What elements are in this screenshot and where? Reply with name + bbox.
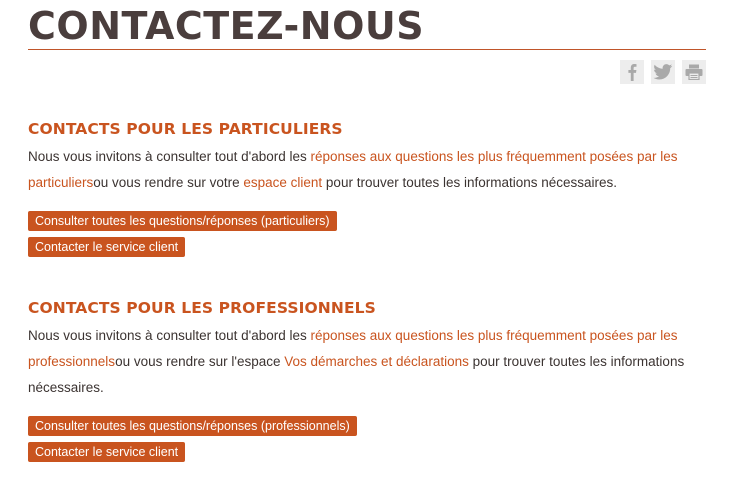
section-text-professionnels (28, 323, 706, 401)
page-title: CONTACTEZ-NOUS (28, 4, 425, 48)
outro-text: pour trouver toutes les informations nécessaires. (28, 354, 685, 395)
section-heading-professionnels: CONTACTS POUR LES PROFESSIONNELS (28, 299, 376, 317)
contact-service-client-button-professionnels[interactable]: Contacter le service client (28, 442, 185, 462)
section-professionnels (28, 298, 706, 462)
twitter-share-button[interactable] (651, 60, 675, 84)
page-content (28, 0, 706, 459)
section-heading-particuliers: CONTACTS POUR LES PARTICULIERS (28, 120, 343, 138)
espace-client-link[interactable]: espace client (243, 175, 323, 190)
print-icon (685, 64, 703, 80)
facebook-icon (624, 63, 640, 81)
faq-professionnels-button[interactable]: Consulter toutes les questions/réponses (professionnels) (28, 416, 357, 436)
print-button[interactable] (682, 60, 706, 84)
twitter-icon (653, 64, 673, 80)
middle-text: ou vous rendre sur l'espace (115, 354, 285, 369)
faq-link-professionnels[interactable]: réponses aux questions les plus fréquemment posées par les professionnels (28, 328, 678, 369)
faq-particuliers-button[interactable]: Consulter toutes les questions/réponses (particuliers) (28, 211, 337, 231)
vos-demarches-link[interactable]: Vos démarches et déclarations (284, 354, 469, 369)
middle-text: ou vous rendre sur votre (93, 175, 244, 190)
share-bar (620, 60, 706, 84)
intro-text: Nous vous invitons à consulter tout d'abord les (28, 328, 311, 343)
title-divider (28, 49, 706, 50)
contact-service-client-button-particuliers[interactable]: Contacter le service client (28, 237, 185, 257)
outro-text: pour trouver toutes les informations nécessaires. (322, 175, 618, 190)
section-text-particuliers (28, 144, 706, 196)
section-particuliers (28, 119, 706, 257)
button-group-professionnels (28, 416, 706, 462)
facebook-share-button[interactable] (620, 60, 644, 84)
intro-text: Nous vous invitons à consulter tout d'abord les (28, 149, 311, 164)
button-group-particuliers (28, 211, 706, 257)
faq-link-particuliers[interactable]: réponses aux questions les plus fréquemment posées par les particuliers (28, 149, 678, 190)
